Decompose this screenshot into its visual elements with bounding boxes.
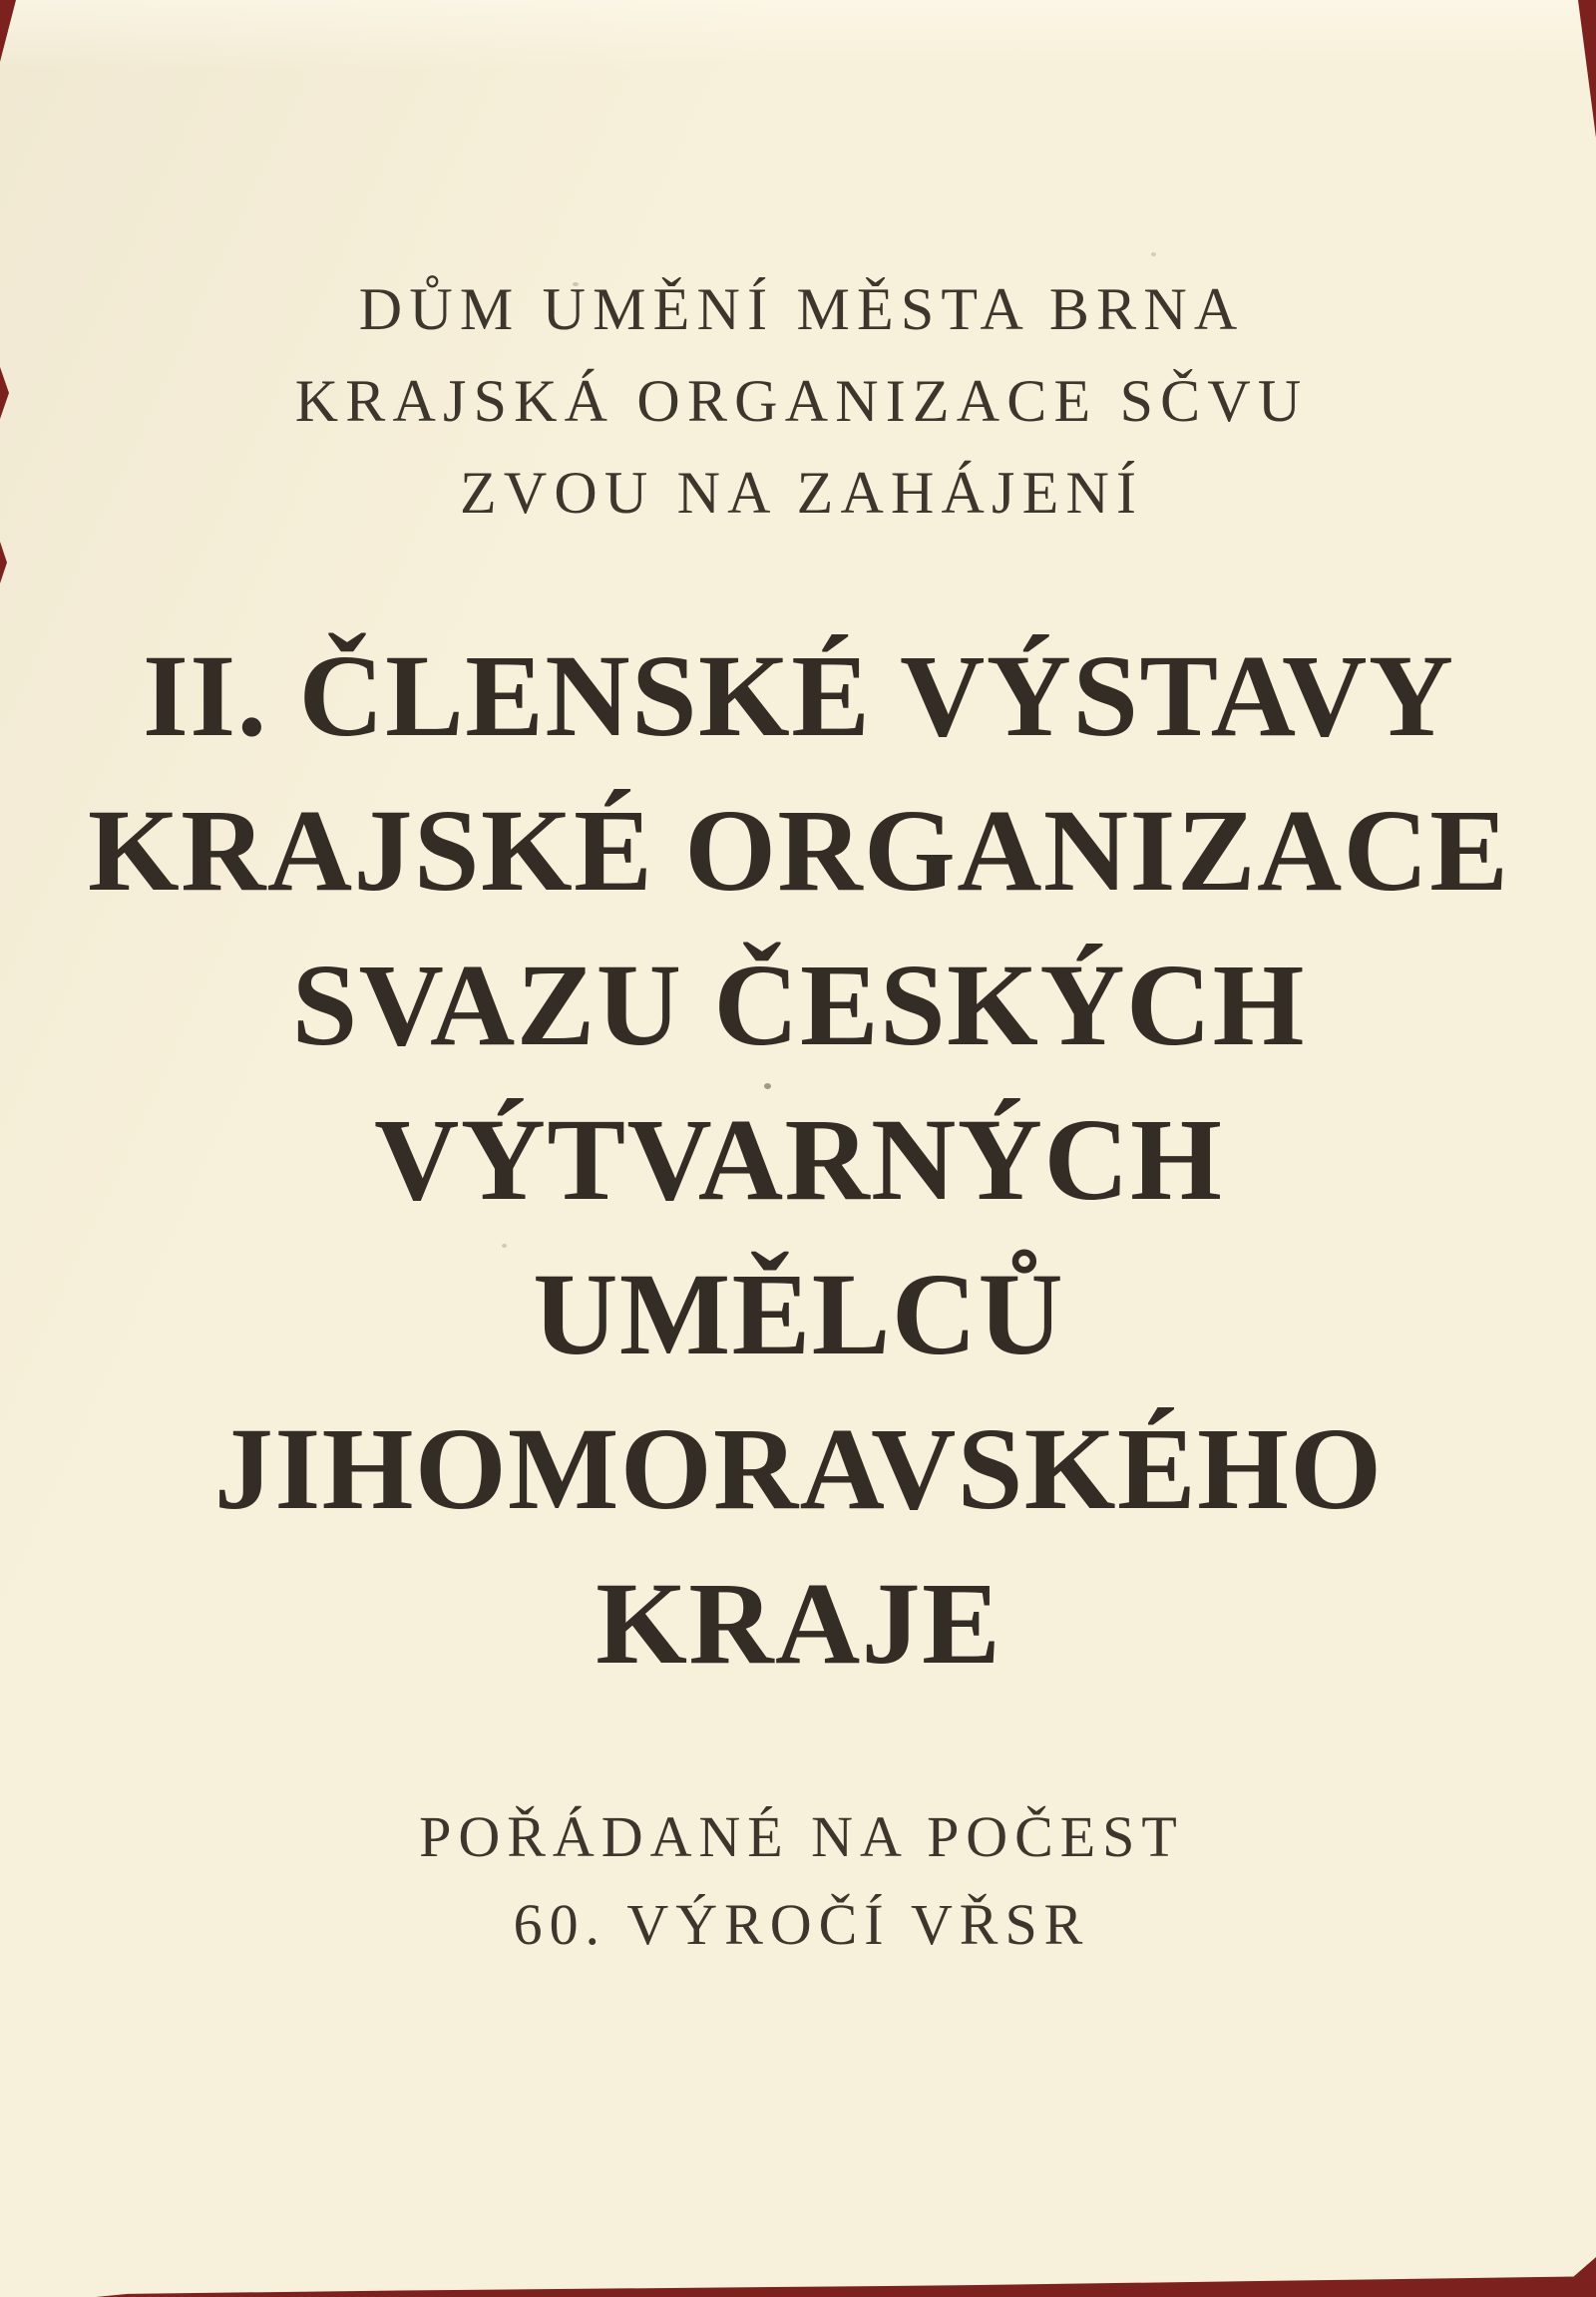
footer-line-occasion: POŘÁDANÉ NA POČEST [419,1804,1184,1869]
paper-speck [573,282,579,286]
footer-line-anniversary: 60. VÝROČÍ VŘSR [513,1892,1090,1957]
footer-block [0,1793,1596,1969]
header-line-organizer-2: KRAJSKÁ ORGANIZACE SČVU [294,368,1309,434]
title-line-5: UMĚLCŮ [533,1249,1065,1379]
title-line-7: KRAJE [596,1558,1002,1689]
exhibition-title [0,618,1596,1701]
title-line-3: SVAZU ČESKÝCH [291,940,1306,1070]
title-line-6: JIHOMORAVSKÉHO [213,1403,1384,1534]
title-line-2: KRAJSKÉ ORGANIZACE [88,785,1510,916]
header-line-invite: ZVOU NA ZAHÁJENÍ [460,460,1144,526]
paper-speck [502,1244,507,1248]
header-line-organizer-1: DŮM UMĚNÍ MĚSTA BRNA [358,276,1245,342]
title-line-4: VÝTVARNÝCH [374,1094,1224,1225]
paper-speck [764,1083,771,1089]
header-block [0,263,1596,539]
paper-speck [1151,252,1156,256]
title-line-1: II. ČLENSKÉ VÝSTAVY [142,630,1455,761]
